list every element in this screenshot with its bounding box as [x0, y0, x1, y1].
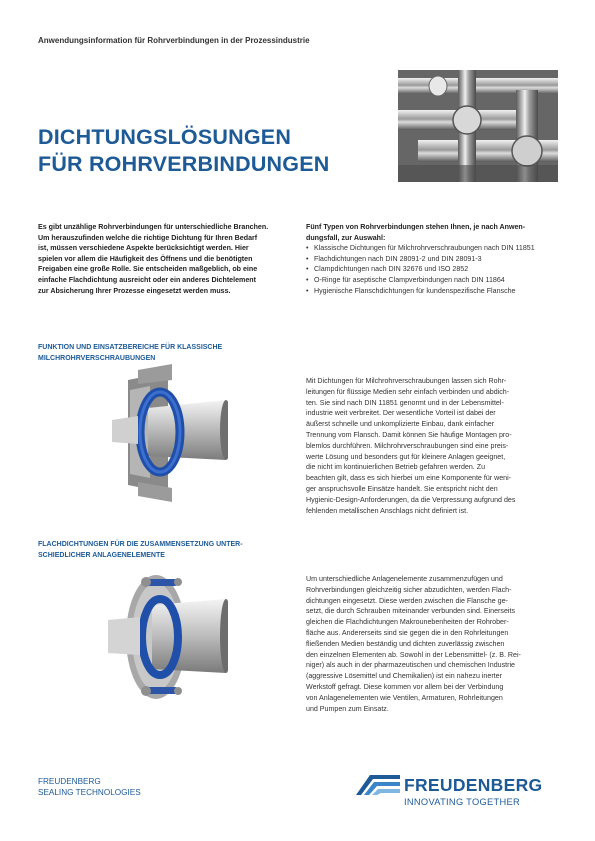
list-item: • Hygienische Flanschdichtungen für kundenspezifische Flansche	[306, 286, 566, 297]
flat-gasket-flange-illustration	[108, 565, 228, 710]
footer-company-line-2: SEALING TECHNOLOGIES	[38, 787, 141, 797]
footer-company-line-1: FREUDENBERG	[38, 777, 101, 786]
intro-line: ist, müssen verschiedene Aspekte berücksichtigt werden. Hier	[38, 244, 249, 253]
section1-line: ten. Sie sind nach DIN 11851 genormt und in der Lebensmittel-	[306, 398, 504, 407]
section1-line: ger anspruchsvolle Einsätze handelt. Sie entspricht nicht den	[306, 484, 498, 493]
milk-pipe-union-illustration	[108, 360, 228, 505]
list-item: • Flachdichtungen nach DIN 28091-2 und DIN 28091-3	[306, 254, 566, 265]
list-item: • Clampdichtungen nach DIN 32676 und ISO 2852	[306, 264, 566, 275]
freudenberg-logo-icon	[356, 774, 400, 796]
section2-line: von Anlagenelementen wie Ventilen, Armaturen, Rohrleitungen	[306, 693, 503, 702]
intro-line: zur Absicherung Ihrer Prozesse eingesetzt werden muss.	[38, 286, 231, 295]
section2-line: fläche aus. Andererseits sind sie gegen die in den Rohrleitungen	[306, 628, 509, 637]
section1-line: fehlenden metallischen Anschlags nicht definiert ist.	[306, 506, 469, 515]
section2-heading-line-1: FLACHDICHTUNGEN FÜR DIE ZUSAMMENSETZUNG UNTER-	[38, 541, 243, 548]
intro-line: Freigaben eine große Rolle. Sie entscheiden maßgeblich, ob eine	[38, 265, 258, 274]
section2-line: dichtungen eingesetzt. Diese werden zwischen die Flansche ge-	[306, 596, 508, 605]
section2-line: (aggressive Lösemittel und Chemikalien) ist ein nahezu inerter	[306, 672, 502, 681]
section2-heading	[38, 540, 288, 561]
document-topline: Anwendungsinformation für Rohrverbindungen in der Prozessindustrie	[38, 36, 310, 45]
section1-line: blemlos durchführen. Milchrohrverschraubungen sind eine preis-	[306, 441, 509, 450]
types-heading-line-2: dungsfall, zur Auswahl:	[306, 233, 386, 242]
page-title	[38, 124, 329, 178]
intro-line: Um herauszufinden welche die richtige Dichtung für Ihren Bedarf	[38, 233, 258, 242]
pipes-photo	[398, 70, 558, 182]
section2-heading-line-2: SCHIEDLICHER ANLAGENELEMENTE	[38, 551, 165, 559]
section1-line: leitungen für flüssige Medien sehr einfach verbinden und abdich-	[306, 387, 510, 396]
section2-line: den einzelnen Elementen ab. Sowohl in der Lebensmittel- (z. B. Rei-	[306, 650, 521, 659]
section1-line: äußerst schnelle und unkomplizierte Einbau, dank einfacher	[306, 420, 495, 429]
title-line-2: FÜR ROHRVERBINDUNGEN	[38, 152, 330, 176]
list-item: • Klassische Dichtungen für Milchrohrverschraubungen nach DIN 11851	[306, 243, 566, 254]
intro-line: Es gibt unzählige Rohrverbindungen für unterschiedliche Branchen.	[38, 223, 269, 231]
types-list	[306, 243, 566, 296]
intro-line: spielen vor allem die Häufigkeit des Öffnens und die benötigten	[38, 254, 253, 263]
section1-line: Trennung vom Flansch. Damit können Sie häufige Montagen pro-	[306, 430, 512, 439]
section1-line: Mit Dichtungen für Milchrohrverschraubungen lassen sich Rohr-	[306, 377, 507, 385]
intro-paragraph	[38, 222, 286, 296]
types-list-block	[306, 222, 566, 296]
section2-body	[306, 574, 556, 714]
section2-line: gleichen die Flachdichtungen Makrounebenheiten der Rohrober-	[306, 618, 509, 627]
section2-line: Rohrverbindungen gleichzeitig sicher abzudichten, werden Flach-	[306, 585, 512, 594]
section2-line: Werkstoff gefragt. Diese kommen vor allem bei der Verbindung	[306, 682, 504, 691]
section1-line: die nicht im kontinuierlichen Betrieb gefahren werden. Zu	[306, 463, 486, 472]
list-item: • O-Ringe für aseptische Clampverbindungen nach DIN 11864	[306, 275, 566, 286]
section2-line: und Pumpen zum Einsatz.	[306, 704, 389, 713]
section2-line: setzt, die durch Schrauben miteinander verbunden sind. Einerseits	[306, 607, 515, 616]
section1-line: Hygienic-Design-Anforderungen, da die Verpressung aufgrund des	[306, 495, 516, 504]
section1-body	[306, 376, 556, 516]
section2-line: Um unterschiedliche Anlagenelemente zusammenzufügen und	[306, 575, 503, 583]
logo-wordmark: FREUDENBERG	[404, 775, 543, 795]
logo-tagline: INNOVATING TOGETHER	[404, 797, 521, 807]
types-heading-line-1: Fünf Typen von Rohrverbindungen stehen Ihnen, je nach Anwen-	[306, 223, 526, 231]
section1-line: industrie weit verbreitet. Der wesentliche Vorteil ist dabei der	[306, 409, 496, 418]
footer-company	[38, 777, 141, 798]
intro-line: einfache Flachdichtung ausreicht oder ein anderes Dichtelement	[38, 275, 256, 284]
section1-line: beachten gilt, dass es sich hierbei um eine Komponente für weni-	[306, 474, 512, 483]
section1-heading-line-1: FUNKTION UND EINSATZBEREICHE FÜR KLASSISCHE	[38, 344, 223, 351]
title-line-1: DICHTUNGSLÖSUNGEN	[38, 125, 292, 149]
section1-heading-line-2: MILCHROHRVERSCHRAUBUNGEN	[38, 354, 156, 362]
section2-line: niger) als auch in der pharmazeutischen und chemischen Industrie	[306, 661, 515, 670]
section2-line: fließenden Medien beständig und dichten zuverlässig zwischen	[306, 639, 505, 648]
section1-line: werte Lösung und besonders gut für kleinere Anlagen geeignet,	[306, 452, 506, 461]
